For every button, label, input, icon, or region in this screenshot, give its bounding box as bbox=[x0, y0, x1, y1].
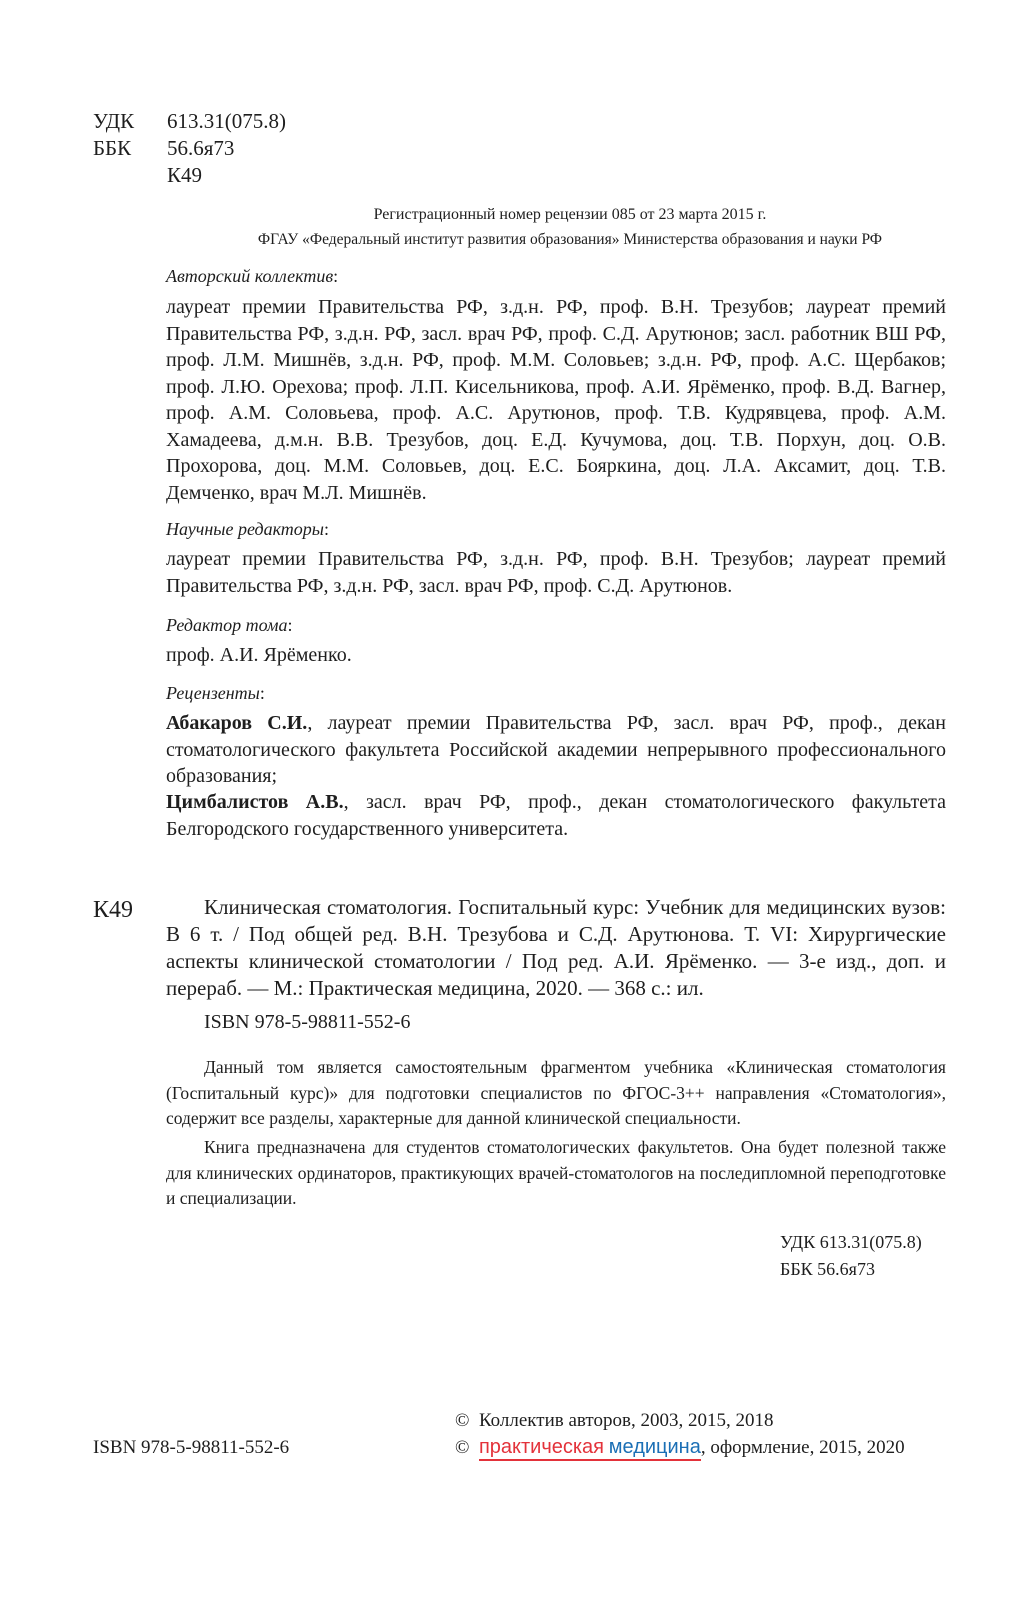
udk-value: 613.31(075.8) bbox=[167, 109, 286, 133]
registration-line-1: Регистрационный номер рецензии 085 от 23 марта 2015 г. bbox=[373, 206, 767, 223]
reviewer-2 bbox=[166, 789, 946, 842]
annotation-paragraph-1: Данный том является самостоятельным фрагментом учебника «Клиническая стоматология (Госпитальный курс)» для подготовки специалистов по ФГОС-3++ направления «Стоматология», содержит все разделы, характерные для данной клинической специальности. bbox=[166, 1057, 946, 1128]
bibliography-isbn: ISBN 978-5-98811-552-6 bbox=[204, 1011, 411, 1033]
publisher-logo-part-1: практическая bbox=[478, 1436, 605, 1458]
reviewer-2-name: Цимбалистов А.В. bbox=[166, 791, 344, 813]
bibliography-text: Клиническая стоматология. Госпитальный курс: Учебник для медицинских вузов: В 6 т. / Под общей ред. В.Н. Трезубова и С.Д. Арутюнова. Т. VI: Хирургические аспекты клинической стоматологии / Под ред. А.И. Ярёменко. — 3-е изд., доп. и перераб. — М.: Практическая медицина, 2020. — 368 с.: ил. bbox=[166, 895, 946, 1000]
volume-editor-heading: Редактор тома: bbox=[166, 615, 293, 635]
bbk-value: 56.6я73 bbox=[167, 136, 235, 160]
publisher-logo bbox=[479, 1437, 701, 1461]
copyright-sign: © bbox=[455, 1437, 470, 1458]
reviewer-1 bbox=[166, 710, 946, 790]
sci-editors-heading: Научные редакторы: bbox=[166, 519, 329, 539]
bbk-label: ББК bbox=[93, 136, 132, 160]
copyright-authors bbox=[455, 1407, 773, 1434]
footer-isbn: ISBN 978-5-98811-552-6 bbox=[93, 1437, 290, 1458]
copyright-sign: © bbox=[455, 1410, 470, 1431]
author-code: К49 bbox=[167, 163, 203, 187]
annotation-paragraph-2: Книга предназначена для студентов стоматологических факультетов. Она будет полезной также для клинических ординаторов, практикующих врачей-стоматологов на последипломной переподготовке и специализации. bbox=[166, 1137, 946, 1208]
copyright-publisher bbox=[455, 1434, 905, 1461]
authors-heading: Авторский коллектив: bbox=[166, 266, 339, 286]
udk-label: УДК bbox=[93, 109, 135, 133]
bibliography-code: К49 bbox=[93, 897, 134, 923]
reviewers-heading: Рецензенты: bbox=[166, 683, 265, 703]
publisher-logo-part-2: медицина bbox=[608, 1436, 701, 1458]
copyright-authors-text: Коллектив авторов, 2003, 2015, 2018 bbox=[478, 1410, 774, 1431]
authors-text: лауреат премии Правительства РФ, з.д.н. РФ, проф. В.Н. Трезубов; лауреат премий Правительства РФ, з.д.н. РФ, засл. врач РФ, проф. С.Д. Арутюнов; засл. работник ВШ РФ, проф. Л.М. Мишнёв, з.д.н. РФ, проф. М.М. Соловьев; з.д.н. РФ, проф. А.С. Щербаков; проф. Л.Ю. Орехова; проф. Л.П. Кисельникова, проф. А.И. Ярёменко, проф. В.Д. Вагнер, проф. А.М. Соловьева, проф. А.С. Арутюнов, проф. Т.В. Кудрявцева, проф. А.М. Хамадеева, д.м.н. В.В. Трезубов, доц. Е.Д. Кучумова, доц. Т.В. Порхун, доц. О.В. Прохорова, доц. М.М. Соловьев, доц. Е.С. Бояркина, доц. Л.А. Аксамит, доц. Т.В. Демченко, врач М.Л. Мишнёв. bbox=[166, 296, 946, 504]
copyright-publisher-text: , оформление, 2015, 2020 bbox=[700, 1437, 905, 1458]
registration-line-2: ФГАУ «Федеральный институт развития образования» Министерства образования и науки РФ bbox=[257, 231, 883, 248]
classification-block bbox=[93, 108, 286, 189]
volume-editor-text: проф. А.И. Ярёменко. bbox=[166, 644, 352, 666]
udk-bottom: УДК 613.31(075.8) bbox=[780, 1232, 922, 1252]
reviewer-1-name: Абакаров С.И. bbox=[166, 712, 308, 734]
reviewer-2-text: , засл. врач РФ, проф., декан стоматологического факультета Белгородского государственного университета. bbox=[166, 791, 946, 840]
reviewer-1-text: , лауреат премии Правительства РФ, засл. врач РФ, проф., декан стоматологического факультета Российской академии непрерывного профессионального образования; bbox=[166, 712, 947, 787]
bbk-bottom: ББК 56.6я73 bbox=[780, 1259, 875, 1279]
sci-editors-text: лауреат премии Правительства РФ, з.д.н. РФ, проф. В.Н. Трезубов; лауреат премий Правительства РФ, з.д.н. РФ, засл. врач РФ, проф. С.Д. Арутюнов. bbox=[166, 548, 946, 597]
